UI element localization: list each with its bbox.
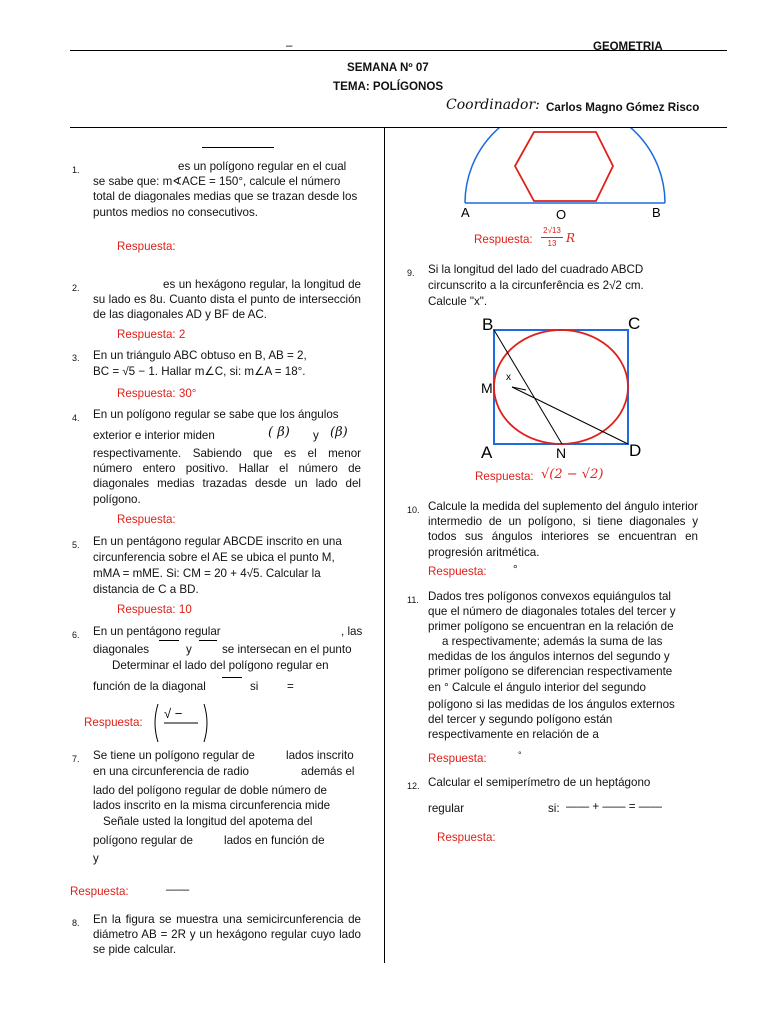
question-5-line-3: mMA = mME. Si: CM = 20 + 4√5. Calcular la <box>93 567 321 580</box>
answer-1: Respuesta: <box>117 240 176 253</box>
overline-mark <box>222 677 242 678</box>
question-7-line-5: Señale usted la longitud del apotema del <box>103 815 313 828</box>
question-7-line-7: y <box>93 852 99 865</box>
answer-7-blank: —— <box>166 883 190 896</box>
question-6-line-2c: se intersecan en el punto <box>222 643 352 656</box>
question-1-text: es un polígono regular en el cual se sabe que: m∢ACE = 150°, calcule el número total de diagonales medias que se trazan desde los puntos medios no consecutivos. <box>93 160 358 219</box>
question-number: 9. <box>407 268 415 278</box>
answer-10-degree: ° <box>513 563 518 576</box>
question-number: 3. <box>72 353 80 363</box>
question-4-and: y <box>313 429 319 442</box>
formula-text: √ − <box>164 706 183 721</box>
answer-9: Respuesta: <box>475 470 534 483</box>
question-3-line-2: BC = √5 − 1. Hallar m∠C, si: m∠A = 18°. <box>93 365 306 378</box>
question-number: 7. <box>72 754 80 764</box>
answer-11: Respuesta: <box>428 752 487 765</box>
answer-8-numerator: 2√13 <box>543 226 561 235</box>
question-9-line-2: circunscrito a la circunferência es 2√2 cm. <box>428 279 644 292</box>
question-11-line-6: primer polígono se diferencian respectivamente <box>428 665 673 678</box>
question-4-line-2: exterior e interior miden <box>93 429 215 442</box>
question-10-text: Calcule la medida del suplemento del ángulo interior intermedio de un polígono, si tiene diagonales y todos sus ángulos interiores se encuentran en progresión aritmética. <box>428 500 698 559</box>
coordinator-name: Carlos Magno Gómez Risco <box>546 101 700 114</box>
question-6-line-3: Determinar el lado del polígono regular en <box>112 659 329 672</box>
question-11-line-10: respectivamente en relación de a <box>428 728 599 741</box>
question-number: 2. <box>72 283 80 293</box>
label-b: B <box>652 205 661 220</box>
answer-10: Respuesta: <box>428 565 487 578</box>
question-6-line-1b: , las <box>341 625 363 638</box>
answer-2: Respuesta: 2 <box>117 328 186 341</box>
answer-5: Respuesta: 10 <box>117 603 192 616</box>
question-5-line-4: distancia de C a BD. <box>93 583 199 596</box>
answer-9-value: √(2 − √2) <box>541 467 604 482</box>
question-2-text: es un hexágono regular, la longitud de su lado es 8u. Cuanto dista el punto de intersección de las diagonales AD y BF de AC. <box>93 278 361 322</box>
question-11-line-1: Dados tres polígonos convexos equiángulos tal <box>428 590 671 603</box>
question-4-line-1: En un polígono regular se sabe que los ángulos <box>93 408 339 421</box>
question-9-line-3: Calcule "x". <box>428 295 488 308</box>
question-7-line-2a: en una circunferencia de radio <box>93 765 249 778</box>
question-6-line-4c: = <box>287 680 294 693</box>
question-7-line-2b: además el <box>301 765 355 778</box>
question-7-line-1b: lados inscrito <box>286 749 354 762</box>
question-7-line-3: lado del polígono regular de doble número de <box>93 784 327 797</box>
question-11-line-7: en ° Calcule el ángulo interior del segundo <box>428 681 646 694</box>
course-title: GEOMETRIA <box>593 41 663 53</box>
label-d: D <box>629 441 642 460</box>
answer-8-denominator: 13 <box>547 239 557 248</box>
fraction-bar <box>541 237 563 238</box>
question-9-line-1: Si la longitud del lado del cuadrado ABCD <box>428 263 644 276</box>
question-5-line-2: circunferencia sobre el AE se ubica el punto M, <box>93 551 335 564</box>
question-6-line-2b: y <box>186 643 192 656</box>
semicircle-arc <box>465 128 665 203</box>
column-divider <box>384 127 385 963</box>
question-number: 10. <box>407 505 420 515</box>
answer-3: Respuesta: 30° <box>117 387 197 400</box>
question-11-line-4: a respectivamente; además la suma de las <box>442 635 663 648</box>
question-7-line-4: lados inscrito en la misma circunferencia mide <box>93 799 331 812</box>
label-x: x <box>506 372 511 383</box>
label-a: A <box>481 443 493 462</box>
week-label: SEMANA Nº 07 <box>347 61 429 74</box>
label-o: O <box>556 207 567 220</box>
label-b: B <box>482 315 494 334</box>
question-4-rest: respectivamente. Sabiendo que es el menor número entero positivo. Hallar el número de diagonales medias trazadas desde un lado del polígono. <box>93 447 361 506</box>
question-11-line-9: del tercer y segundo polígono están <box>428 713 613 726</box>
question-5-line-1: En un pentágono regular ABCDE inscrito en una <box>93 535 342 548</box>
answer-8: Respuesta: <box>474 233 533 246</box>
label-n: N <box>556 445 567 461</box>
question-11-line-8: polígono si las medidas de los ángulos externos <box>428 698 675 711</box>
question-number: 6. <box>72 630 80 640</box>
regular-hexagon <box>515 132 613 201</box>
segment-md <box>512 387 628 444</box>
header-dash: – <box>286 39 293 52</box>
question-number: 8. <box>72 918 80 928</box>
answer-11-degree: ° <box>518 750 522 760</box>
question-8-text: En la figura se muestra una semicircunferencia de diámetro AB = 2R y un hexágono regular cuyo lado se pide calcular. <box>93 913 361 957</box>
overline-mark <box>159 640 179 641</box>
question-12-line-1: Calcular el semiperímetro de un heptágono <box>428 776 651 789</box>
question-12-line-2a: regular <box>428 802 465 815</box>
question-number: 11. <box>407 595 419 605</box>
question-6-line-2a: diagonales <box>93 643 150 656</box>
answer-7: Respuesta: <box>70 885 129 898</box>
label-m: M <box>481 380 493 396</box>
question-11-line-5: medidas de los ángulos internos del segundo y <box>428 650 670 663</box>
question-12-equation: —— + —— = —— <box>566 800 662 813</box>
coordinator-label: Coordinador: <box>446 97 540 113</box>
answer-8-r: R <box>566 231 576 245</box>
square-circle-figure <box>476 312 652 462</box>
answer-12: Respuesta: <box>437 831 496 844</box>
question-3-line-1: En un triángulo ABC obtuso en B, AB = 2, <box>93 349 307 362</box>
question-11-line-3: primer polígono se encuentran en la relación de <box>428 620 674 633</box>
question-7-line-6b: lados en función de <box>224 834 325 847</box>
question-11-line-2: que el número de diagonales totales del tercer y <box>428 605 676 618</box>
question-6-line-1a: En un pentágono regular <box>93 625 221 638</box>
topic-label: TEMA: POLÍGONOS <box>333 80 444 93</box>
angle-exterior-expr: ( β) <box>268 425 290 440</box>
label-c: C <box>628 314 641 333</box>
blank-underline <box>202 147 274 148</box>
label-a: A <box>461 205 470 220</box>
question-12-line-2b: si: <box>548 802 560 815</box>
segment-bn <box>494 330 562 444</box>
answer-6-formula <box>150 700 212 746</box>
question-number: 1. <box>72 165 80 175</box>
answer-6: Respuesta: <box>84 716 143 729</box>
overline-mark <box>199 640 217 641</box>
question-number: 12. <box>407 781 420 791</box>
question-number: 5. <box>72 540 80 550</box>
question-6-line-4a: función de la diagonal <box>93 680 206 693</box>
question-6-line-4b: si <box>250 680 259 693</box>
question-7-line-1a: Se tiene un polígono regular de <box>93 749 255 762</box>
answer-4: Respuesta: <box>117 513 176 526</box>
angle-interior-expr: (β) <box>330 425 348 440</box>
question-7-line-6a: polígono regular de <box>93 834 193 847</box>
semicircle-hexagon-figure <box>455 128 675 220</box>
question-number: 4. <box>72 413 80 423</box>
